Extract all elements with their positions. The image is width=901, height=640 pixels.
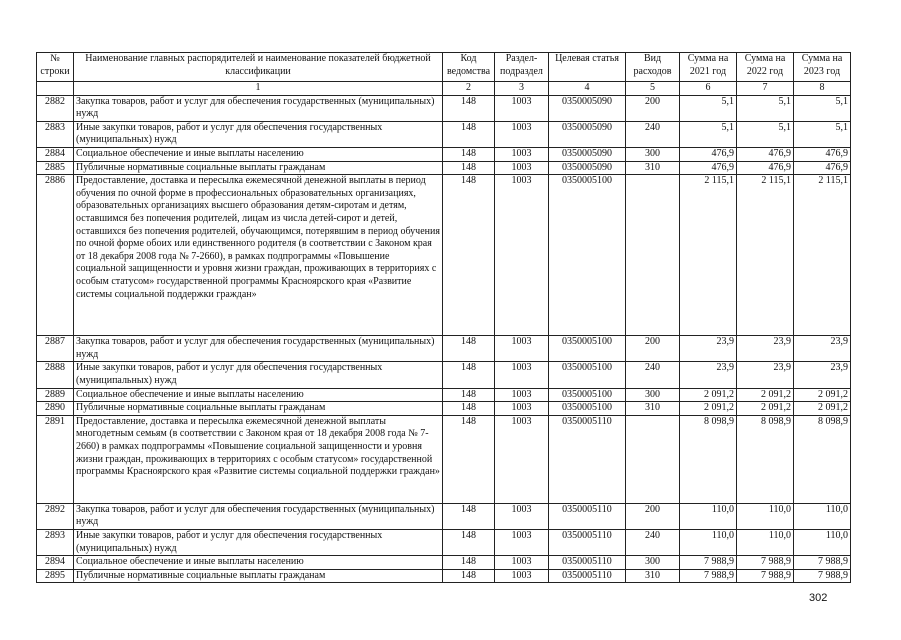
- row-num: 2890: [37, 402, 74, 416]
- row-sum-2023: 7 988,9: [794, 569, 851, 583]
- table-row: [37, 415, 851, 503]
- row-sum-2021: 110,0: [680, 529, 737, 555]
- row-sum-2023: 2 091,2: [794, 388, 851, 402]
- row-sum-2021: 7 988,9: [680, 556, 737, 570]
- row-sum-2023: 8 098,9: [794, 415, 851, 503]
- row-vr: 200: [626, 336, 680, 362]
- row-vr: 310: [626, 402, 680, 416]
- row-num: 2883: [37, 121, 74, 147]
- row-name: Иные закупки товаров, работ и услуг для обеспечения государственных (муниципальных) нужд: [74, 362, 443, 388]
- row-sum-2021: 2 091,2: [680, 402, 737, 416]
- row-cs: 0350005090: [549, 95, 626, 121]
- colnum-5: 5: [626, 82, 680, 96]
- row-sum-2022: 8 098,9: [737, 415, 794, 503]
- row-vr: 310: [626, 161, 680, 175]
- table-row: [37, 503, 851, 529]
- table-row: [37, 362, 851, 388]
- header-razdel: Раздел-подраздел: [495, 53, 549, 82]
- row-razdel: 1003: [495, 362, 549, 388]
- header-sum-2022: Сумма на 2022 год: [737, 53, 794, 82]
- row-ved: 148: [443, 161, 495, 175]
- row-sum-2021: 476,9: [680, 147, 737, 161]
- header-sum-2023: Сумма на 2023 год: [794, 53, 851, 82]
- row-sum-2021: 5,1: [680, 95, 737, 121]
- row-num: 2894: [37, 556, 74, 570]
- row-vr: 300: [626, 556, 680, 570]
- row-ved: 148: [443, 569, 495, 583]
- header-vr: Вид расходов: [626, 53, 680, 82]
- row-cs: 0350005100: [549, 402, 626, 416]
- row-num: 2886: [37, 175, 74, 336]
- row-cs: 0350005100: [549, 388, 626, 402]
- row-razdel: 1003: [495, 175, 549, 336]
- row-vr: 240: [626, 362, 680, 388]
- row-razdel: 1003: [495, 161, 549, 175]
- header-name: Наименование главных распорядителей и наименование показателей бюджетной классификации: [74, 53, 443, 82]
- header-cs: Целевая статья: [549, 53, 626, 82]
- row-name: Публичные нормативные социальные выплаты гражданам: [74, 569, 443, 583]
- row-sum-2023: 23,9: [794, 362, 851, 388]
- row-ved: 148: [443, 388, 495, 402]
- row-name: Закупка товаров, работ и услуг для обеспечения государственных (муниципальных) нужд: [74, 95, 443, 121]
- row-sum-2021: 7 988,9: [680, 569, 737, 583]
- row-cs: 0350005100: [549, 175, 626, 336]
- row-num: 2892: [37, 503, 74, 529]
- row-vr: [626, 415, 680, 503]
- row-sum-2022: 7 988,9: [737, 569, 794, 583]
- row-vr: 310: [626, 569, 680, 583]
- row-sum-2022: 5,1: [737, 121, 794, 147]
- row-num: 2888: [37, 362, 74, 388]
- row-vr: 240: [626, 121, 680, 147]
- table-row: [37, 175, 851, 336]
- colnum-2: 2: [443, 82, 495, 96]
- row-num: 2882: [37, 95, 74, 121]
- colnum-1: 1: [74, 82, 443, 96]
- row-vr: 200: [626, 95, 680, 121]
- row-sum-2022: 2 115,1: [737, 175, 794, 336]
- row-sum-2021: 23,9: [680, 336, 737, 362]
- row-name: Социальное обеспечение и иные выплаты населению: [74, 556, 443, 570]
- row-razdel: 1003: [495, 415, 549, 503]
- row-ved: 148: [443, 362, 495, 388]
- row-num: 2887: [37, 336, 74, 362]
- row-name: Публичные нормативные социальные выплаты гражданам: [74, 402, 443, 416]
- row-name: Социальное обеспечение и иные выплаты населению: [74, 147, 443, 161]
- table-row: [37, 569, 851, 583]
- table-header: [37, 53, 851, 96]
- row-vr: 200: [626, 503, 680, 529]
- row-vr: [626, 175, 680, 336]
- row-name: Закупка товаров, работ и услуг для обеспечения государственных (муниципальных) нужд: [74, 336, 443, 362]
- table-row: [37, 161, 851, 175]
- row-sum-2021: 110,0: [680, 503, 737, 529]
- table-row: [37, 336, 851, 362]
- row-razdel: 1003: [495, 503, 549, 529]
- column-number-row: [37, 82, 851, 96]
- row-sum-2022: 476,9: [737, 147, 794, 161]
- row-vr: 300: [626, 147, 680, 161]
- row-sum-2021: 23,9: [680, 362, 737, 388]
- row-razdel: 1003: [495, 95, 549, 121]
- row-cs: 0350005100: [549, 362, 626, 388]
- budget-table: [36, 52, 851, 583]
- row-sum-2023: 476,9: [794, 161, 851, 175]
- row-razdel: 1003: [495, 402, 549, 416]
- colnum-4: 4: [549, 82, 626, 96]
- colnum-8: 8: [794, 82, 851, 96]
- row-razdel: 1003: [495, 388, 549, 402]
- colnum-0: [37, 82, 74, 96]
- colnum-6: 6: [680, 82, 737, 96]
- row-name: Социальное обеспечение и иные выплаты населению: [74, 388, 443, 402]
- row-cs: 0350005110: [549, 556, 626, 570]
- table-row: [37, 388, 851, 402]
- row-razdel: 1003: [495, 336, 549, 362]
- row-sum-2021: 8 098,9: [680, 415, 737, 503]
- header-sum-2021: Сумма на 2021 год: [680, 53, 737, 82]
- row-sum-2021: 2 091,2: [680, 388, 737, 402]
- row-vr: 240: [626, 529, 680, 555]
- row-name: Иные закупки товаров, работ и услуг для обеспечения государственных (муниципальных) нужд: [74, 121, 443, 147]
- row-name: Закупка товаров, работ и услуг для обеспечения государственных (муниципальных) нужд: [74, 503, 443, 529]
- row-razdel: 1003: [495, 569, 549, 583]
- row-sum-2023: 2 091,2: [794, 402, 851, 416]
- row-cs: 0350005090: [549, 161, 626, 175]
- row-razdel: 1003: [495, 147, 549, 161]
- row-ved: 148: [443, 529, 495, 555]
- table-row: [37, 147, 851, 161]
- row-sum-2023: 110,0: [794, 503, 851, 529]
- row-ved: 148: [443, 336, 495, 362]
- header-num: № строки: [37, 53, 74, 82]
- header-row: [37, 53, 851, 82]
- row-ved: 148: [443, 121, 495, 147]
- row-cs: 0350005090: [549, 121, 626, 147]
- row-sum-2021: 476,9: [680, 161, 737, 175]
- table-row: [37, 402, 851, 416]
- row-name: Иные закупки товаров, работ и услуг для обеспечения государственных (муниципальных) нужд: [74, 529, 443, 555]
- header-ved: Код ведомства: [443, 53, 495, 82]
- row-sum-2023: 5,1: [794, 95, 851, 121]
- row-razdel: 1003: [495, 121, 549, 147]
- row-cs: 0350005090: [549, 147, 626, 161]
- row-ved: 148: [443, 503, 495, 529]
- row-sum-2021: 2 115,1: [680, 175, 737, 336]
- row-sum-2022: 110,0: [737, 529, 794, 555]
- row-ved: 148: [443, 415, 495, 503]
- row-razdel: 1003: [495, 556, 549, 570]
- table-row: [37, 121, 851, 147]
- row-name: Публичные нормативные социальные выплаты гражданам: [74, 161, 443, 175]
- row-num: 2891: [37, 415, 74, 503]
- row-name: Предоставление, доставка и пересылка ежемесячной денежной выплаты в период обучения по очной форме в профессиональных образовательных организациях, образовательных организациях высшего образования детям-сиротам и детям, оставшимся без попечения родителей, лицам из числа детей-сирот и детей, оставшихся без попечения родителей, обучающимся, потерявшим в период обучения по очной форме обоих или единственного родителя (в соответствии с Законом края от 18 декабря 2008 года № 7-2660), в рамках подпрограммы «Повышение социальной защищенности и уровня жизни граждан, проживающих в территориях с особым статусом» государственной программы Красноярского края «Развитие системы социальной поддержки граждан»: [74, 175, 443, 336]
- row-sum-2022: 7 988,9: [737, 556, 794, 570]
- row-cs: 0350005110: [549, 569, 626, 583]
- table-body: [37, 95, 851, 583]
- row-sum-2022: 23,9: [737, 336, 794, 362]
- row-sum-2023: 7 988,9: [794, 556, 851, 570]
- table-row: [37, 95, 851, 121]
- row-name: Предоставление, доставка и пересылка ежемесячной денежной выплаты многодетным семьям (в соответствии с Законом края от 18 декабря 2008 года № 7-2660) в рамках подпрограммы «Повышение социальной защищенности и уровня жизни граждан, проживающих в территориях с особым статусом» государственной программы Красноярского края «Развитие системы социальной поддержки граждан»: [74, 415, 443, 503]
- row-num: 2889: [37, 388, 74, 402]
- row-num: 2885: [37, 161, 74, 175]
- row-cs: 0350005110: [549, 415, 626, 503]
- row-ved: 148: [443, 402, 495, 416]
- row-sum-2023: 5,1: [794, 121, 851, 147]
- row-sum-2023: 476,9: [794, 147, 851, 161]
- row-sum-2022: 2 091,2: [737, 402, 794, 416]
- row-razdel: 1003: [495, 529, 549, 555]
- row-cs: 0350005110: [549, 503, 626, 529]
- row-sum-2022: 476,9: [737, 161, 794, 175]
- colnum-3: 3: [495, 82, 549, 96]
- row-sum-2022: 2 091,2: [737, 388, 794, 402]
- row-sum-2022: 23,9: [737, 362, 794, 388]
- row-num: 2893: [37, 529, 74, 555]
- row-sum-2022: 110,0: [737, 503, 794, 529]
- row-sum-2023: 23,9: [794, 336, 851, 362]
- table-row: [37, 529, 851, 555]
- row-ved: 148: [443, 147, 495, 161]
- row-sum-2021: 5,1: [680, 121, 737, 147]
- row-num: 2895: [37, 569, 74, 583]
- row-num: 2884: [37, 147, 74, 161]
- colnum-7: 7: [737, 82, 794, 96]
- table-row: [37, 556, 851, 570]
- row-sum-2022: 5,1: [737, 95, 794, 121]
- row-ved: 148: [443, 556, 495, 570]
- page-number: 302: [809, 592, 828, 604]
- row-sum-2023: 2 115,1: [794, 175, 851, 336]
- row-vr: 300: [626, 388, 680, 402]
- row-cs: 0350005110: [549, 529, 626, 555]
- row-sum-2023: 110,0: [794, 529, 851, 555]
- row-ved: 148: [443, 175, 495, 336]
- row-ved: 148: [443, 95, 495, 121]
- row-cs: 0350005100: [549, 336, 626, 362]
